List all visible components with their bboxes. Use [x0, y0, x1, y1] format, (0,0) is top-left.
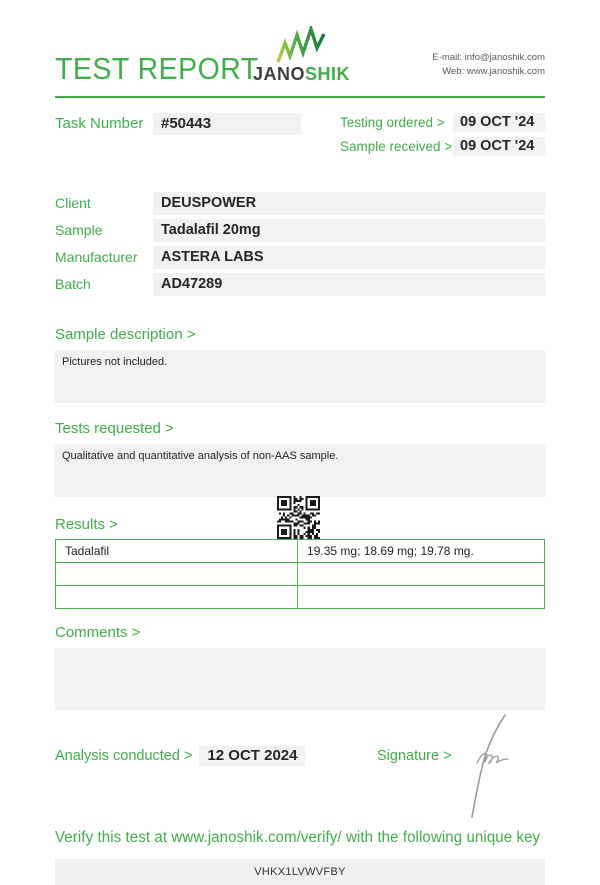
comments-box	[55, 648, 545, 710]
table-row	[56, 540, 545, 563]
testing-ordered-value: 09 OCT '24	[453, 113, 545, 132]
sample-label: Sample	[55, 222, 103, 238]
client-value: DEUSPOWER	[153, 192, 545, 215]
report-header	[55, 26, 545, 86]
qr-code	[277, 496, 320, 539]
signature-label: Signature >	[377, 748, 452, 764]
logo-word-green: SHIK	[305, 64, 351, 84]
contact-info	[432, 51, 545, 86]
task-number-label: Task Number	[55, 115, 144, 132]
manufacturer-value: ASTERA LABS	[153, 246, 545, 269]
result-values	[298, 586, 545, 609]
signature-icon	[453, 711, 523, 821]
analysis-conducted-value: 12 OCT 2024	[199, 746, 305, 766]
janoshik-logo	[253, 26, 351, 84]
sample-info-section	[55, 192, 545, 296]
chart-peaks-icon	[272, 26, 330, 64]
logo-word-dark: JANO	[253, 64, 306, 84]
analysis-signature-row	[55, 744, 545, 768]
client-label: Client	[55, 195, 91, 211]
analysis-conducted-label: Analysis conducted >	[55, 748, 193, 764]
tests-requested-box: Qualitative and quantitative analysis of non-AAS sample.	[55, 444, 545, 497]
result-substance	[56, 563, 298, 586]
logo-wordmark	[253, 64, 351, 84]
result-values	[298, 563, 545, 586]
sample-description-label: Sample description >	[55, 326, 196, 343]
info-row-client	[55, 192, 545, 215]
contact-web: Web: www.janoshik.com	[442, 66, 545, 78]
info-row-sample	[55, 219, 545, 242]
sample-received-label: Sample received >	[340, 139, 453, 154]
contact-email: E-mail: info@janoshik.com	[432, 51, 545, 63]
table-row	[56, 586, 545, 609]
info-row-manufacturer	[55, 246, 545, 269]
task-section	[55, 113, 545, 161]
result-substance: Tadalafil	[56, 540, 298, 563]
task-number-value: #50443	[153, 113, 301, 135]
results-table	[55, 539, 545, 609]
result-substance	[56, 586, 298, 609]
batch-value: AD47289	[153, 273, 545, 296]
results-header	[55, 497, 545, 539]
sample-description-box: Pictures not included.	[55, 350, 545, 403]
sample-received-value: 09 OCT '24	[453, 137, 545, 156]
comments-label: Comments >	[55, 624, 141, 641]
testing-ordered-label: Testing ordered >	[340, 115, 445, 130]
batch-label: Batch	[55, 276, 91, 292]
sample-value: Tadalafil 20mg	[153, 219, 545, 242]
results-label: Results >	[55, 516, 118, 533]
tests-requested-label: Tests requested >	[55, 420, 174, 437]
page-title: TEST REPORT	[55, 51, 259, 86]
header-divider	[55, 96, 545, 98]
unique-key-bar: VHKX1LVWVFBY	[55, 859, 545, 885]
verify-text: Verify this test at www.janoshik.com/verify/ with the following unique key	[55, 829, 541, 846]
manufacturer-label: Manufacturer	[55, 249, 138, 265]
result-values: 19.35 mg; 18.69 mg; 19.78 mg.	[298, 540, 545, 563]
table-row	[56, 563, 545, 586]
info-row-batch	[55, 273, 545, 296]
